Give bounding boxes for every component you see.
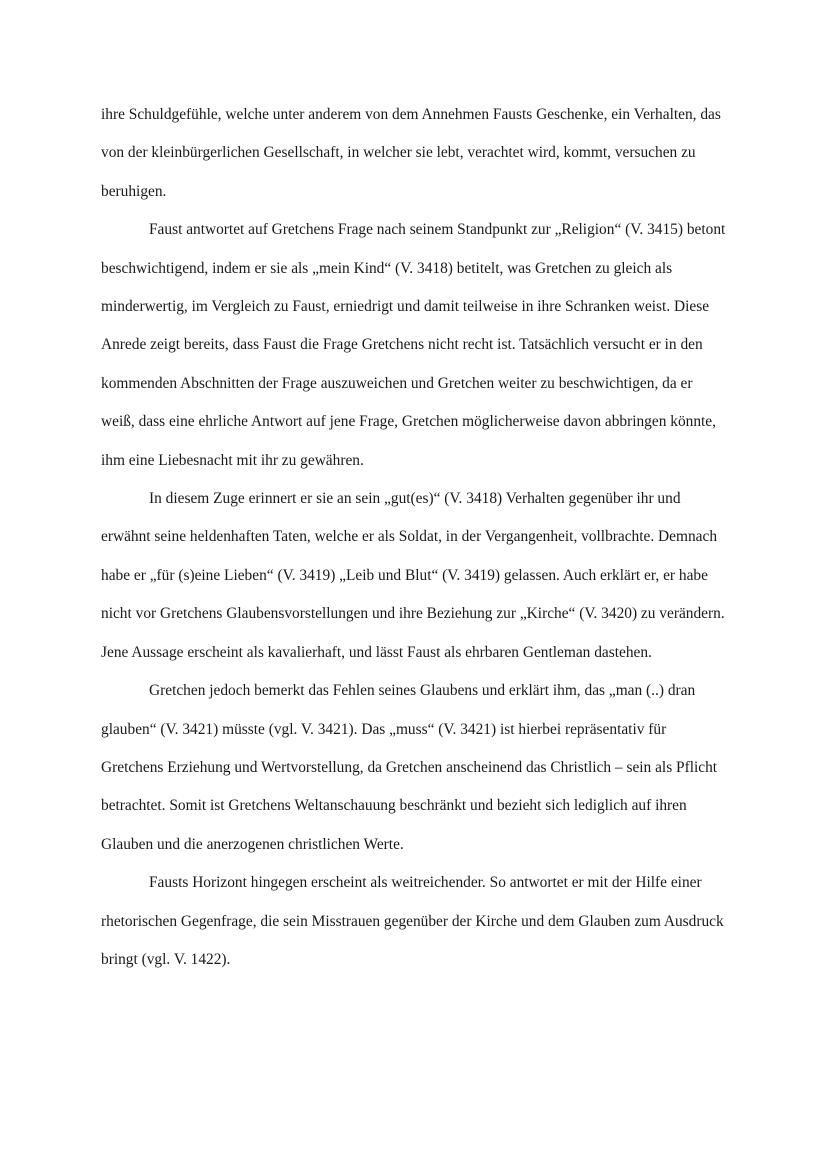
paragraph-2: Faust antwortet auf Gretchens Frage nach seinem Standpunkt zur „Religion“ (V. 3415) betont beschwichtigend, indem er sie als „mein Kind“ (V. 3418) betitelt, was Gretchen zu gleich als minderwertig, im Vergleich zu Faust, erniedrigt und damit teilweise in ihre Schranken weist. Diese Anrede zeigt bereits, dass Faust die Frage Gretchens nicht recht ist. Tatsächlich versucht er in den kommenden Abschnitten der Frage auszuweichen und Gretchen weiter zu beschwichtigen, da er weiß, dass eine ehrliche Antwort auf jene Frage, Gretchen möglicherweise davon abbringen könnte, ihm eine Liebesnacht mit ihr zu gewähren.: [101, 221, 726, 469]
paragraph-5: Fausts Horizont hingegen erscheint als weitreichender. So antwortet er mit der Hilfe einer rhetorischen Gegenfrage, die sein Misstrauen gegenüber der Kirche und dem Glauben zum Ausdruck bringt (vgl. V. 1422).: [101, 874, 724, 968]
paragraph-4: Gretchen jedoch bemerkt das Fehlen seines Glaubens und erklärt ihm, das „man (..) dran glauben“ (V. 3421) müsste (vgl. V. 3421). Das „muss“ (V. 3421) ist hierbei repräsentativ für Gretchens Erziehung und Wertvorstellung, da Gretchen anscheinend das Christlich – sein als Pflicht betrachtet. Somit ist Gretchens Weltanschauung beschränkt und bezieht sich lediglich auf ihren Glauben und die anerzogenen christlichen Werte.: [101, 682, 718, 853]
paragraph-3: In diesem Zuge erinnert er sie an sein „gut(es)“ (V. 3418) Verhalten gegenüber ihr und erwähnt seine heldenhaften Taten, welche er als Soldat, in der Vergangenheit, vollbrachte. Demnach habe er „für (s)eine Lieben“ (V. 3419) „Leib und Blut“ (V. 3419) gelassen. Auch erklärt er, er habe nicht vor Gretchens Glaubensvorstellungen und ihre Beziehung zur „Kirche“ (V. 3420) zu verändern. Jene Aussage erscheint als kavalierhaft, und lässt Faust als ehrbaren Gentleman dastehen.: [101, 490, 725, 661]
paragraph-1: ihre Schuldgefühle, welche unter anderem von dem Annehmen Fausts Geschenke, ein Verhalten, das von der kleinbürgerlichen Gesellschaft, in welcher sie lebt, verachtet wird, kommt, versuchen zu beruhigen.: [101, 106, 721, 200]
body-text: [101, 96, 727, 979]
